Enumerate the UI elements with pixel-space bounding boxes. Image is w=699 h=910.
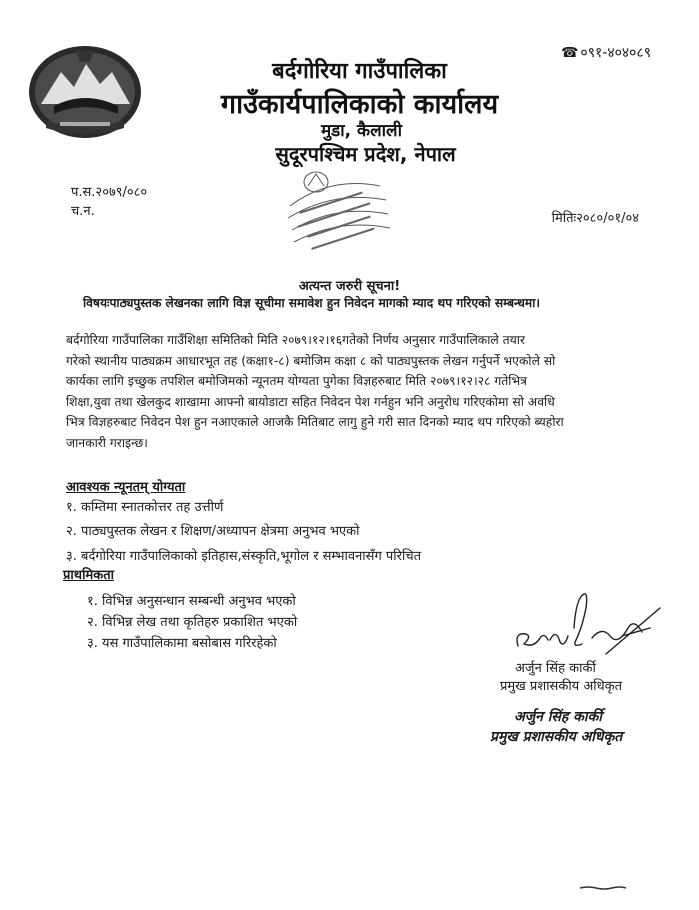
- scan-mark: [578, 885, 628, 891]
- reference-number: प.स.२०७९/०८०: [71, 185, 148, 200]
- qualification-item: ३. बर्दगोरिया गाउँपालिकाको इतिहास,संस्कृति,भूगोल र सम्भावनासँग परिचित: [66, 549, 421, 564]
- notice-title: अत्यन्त जरुरी सूचना!: [298, 279, 401, 294]
- dispatch-number: च.न.: [71, 204, 95, 219]
- office-location: मुडा, कैलाली: [321, 121, 402, 141]
- priority-item: २. विभिन्न लेख तथा कृतिहरु प्रकाशित भएको: [87, 615, 298, 630]
- body-line: भित्र विज्ञहरुबाट निवेदन पेश हुन नआएकाले आजकै मितिबाट लागु हुने गरी सात दिनको म्याद थप गरिएको ब्यहोरा: [66, 415, 564, 429]
- seal-signatory-name: अर्जुन सिंह कार्की: [514, 709, 602, 725]
- phone-number: [561, 43, 651, 62]
- notice-subject: विषयःपाठ्यपुस्तक लेखनका लागि विज्ञ सूचीमा समावेश हुन निवेदन मागको म्याद थप गरिएको सम्बन्धमा।: [83, 296, 540, 310]
- priorities-heading: प्राथमिकता: [63, 568, 114, 583]
- office-stamp-icon: [270, 156, 420, 256]
- body-line: जानकारी गराइन्छ।: [66, 435, 148, 450]
- telephone-icon: ☎: [560, 45, 579, 61]
- priority-item: ३. यस गाउँपालिकामा बसोबास गरिरहेको: [87, 636, 277, 651]
- body-line: बर्दगोरिया गाउँपालिका गाउँशिक्षा समितिको मिति २०७९।१२।१६गतेको निर्णय अनुसार गाउँपालिकाले तयार: [66, 333, 526, 347]
- notice-body: [66, 330, 652, 453]
- office-name: गाउँकार्यपालिकाको कार्यालय: [220, 89, 499, 120]
- phone-text: ०९१-४०४०८९: [580, 45, 651, 61]
- letter-date: मितिः२०८०/०१/०४: [551, 211, 639, 226]
- priority-item: १. विभिन्न अनुसन्धान सम्बन्धी अनुभव भएको: [87, 594, 296, 609]
- seal-signatory-title: प्रमुख प्रशासकीय अधिकृत: [490, 729, 623, 745]
- signatory-name: अर्जुन सिंह कार्की: [515, 661, 596, 676]
- qualification-item: १. कम्तिमा स्नातकोत्तर तह उत्तीर्ण: [66, 500, 224, 515]
- body-line: गरेको स्थानीय पाठ्यक्रम आधारभूत तह (कक्षा१-८) बमोजिम कक्षा ८ को पाठ्यपुस्तक लेखन गर्नुपर्ने भएकोले सो: [66, 353, 556, 368]
- body-line: कार्यका लागि इच्छुक तपशिल बमोजिमको न्यूनतम योग्यता पुगेका विज्ञहरुबाट मिति २०७९।१२।२८ गतेभित्र: [66, 374, 527, 388]
- signatory-title: प्रमुख प्रशासकीय अधिकृत: [500, 679, 623, 694]
- municipality-name: बर्दगोरिया गाउँपालिका: [272, 59, 447, 84]
- qualification-item: २. पाठ्यपुस्तक लेखन र शिक्षण/अध्यापन क्षेत्रमा अनुभव भएको: [66, 524, 360, 539]
- body-line: शिक्षा,युवा तथा खेलकुद शाखामा आफ्नो बायोडाटा सहित निवेदन पेश गर्नहुन भनि अनुरोध गरिएकोमा सो अवधि: [66, 394, 555, 409]
- qualifications-heading: आवश्यक न्यूनतम् योग्यता: [66, 480, 186, 495]
- handwritten-signature-icon: [510, 588, 670, 663]
- province-country: सुदूरपश्चिम प्रदेश, नेपाल: [275, 142, 456, 166]
